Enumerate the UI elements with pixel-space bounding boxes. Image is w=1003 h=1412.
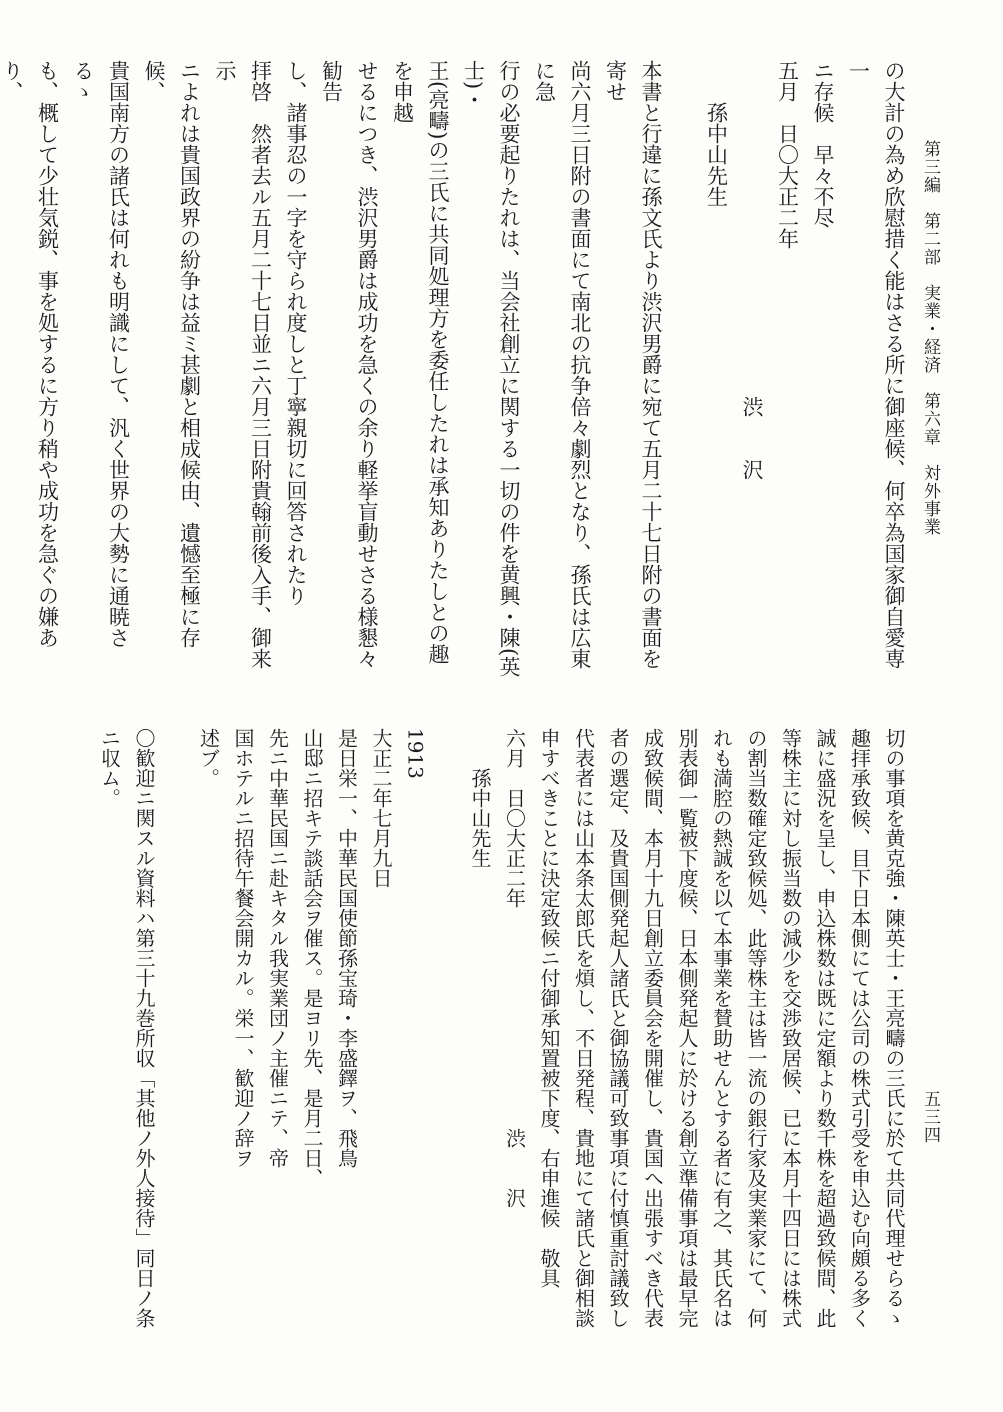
column-gap xyxy=(668,60,698,680)
upper-text-block xyxy=(0,60,911,680)
text-column: 本書と行違に孫文氏より渋沢男爵に宛て五月二十七日附の書面を寄せ xyxy=(603,60,663,669)
text-column: 山邸ニ招キテ談話会ヲ催ス。是ヨリ先、是月二日、 xyxy=(300,728,324,1188)
column-gap xyxy=(161,728,191,1328)
text-column: 申すべきことに決定致候ニ付御承知置被下度、右申進候 敬具 xyxy=(537,728,561,1288)
text-column: 別表御一覧被下度候、日本側発起人に於ける創立準備事項は最早完 xyxy=(675,728,699,1328)
text-column: 述ブ。 xyxy=(196,728,221,788)
text-column: 誠に盛況を呈し、申込株数は既に定額より数千株を超過致候間、此 xyxy=(813,728,837,1328)
text-column: れも満腔の熱誠を以て本事業を賛助せんとする者に有之、其氏名は xyxy=(709,728,734,1328)
text-column: 孫中山先生 xyxy=(468,728,492,868)
text-column: も、概して少壮気鋭、事を処するに方り稍や成功を急ぐの嫌あり、 xyxy=(0,60,60,648)
text-column: 拝啓 然者去ル五月二十七日並ニ六月三日附貴翰前後入手、御来示 xyxy=(213,60,273,669)
text-column: 切の事項を黄克強・陳英士・王亮疇の三氏に於て共同代理せらるゝ xyxy=(882,728,906,1328)
running-head: 第三編 第二部 実業・経済 第六章 対外事業 xyxy=(920,140,940,536)
text-column: せるにつき、渋沢男爵は成功を急くの余り軽挙盲動せさる様懇々勧告 xyxy=(319,60,379,669)
text-column: の大計の為め欣慰措く能はさる所に御座候、何卒為国家御自愛専一 xyxy=(846,60,906,669)
text-column: 成致候間、本月十九日創立委員会を開催し、貴国へ出張すべき代表 xyxy=(640,728,665,1328)
lower-text-block xyxy=(97,728,911,1328)
text-column: 渋 沢 xyxy=(740,60,764,480)
text-column: 貴国南方の諸氏は何れも明識にして、汎く世界の大勢に通暁さるゝ xyxy=(71,60,131,648)
text-column: ニ存候 早々不尽 xyxy=(811,60,835,228)
column-gap xyxy=(433,728,463,1328)
text-column: ニよれは貴国政界の紛争は益ミ甚劇と相成候由、遺憾至極に存候、 xyxy=(142,60,202,648)
text-column: 〇歓迎ニ関スル資料ハ第三十九巻所収「其他ノ外人接待」同日ノ条ニ収ム。 xyxy=(97,728,156,1328)
text-column: 大正二年七月九日 xyxy=(369,728,393,888)
text-column: 1913 xyxy=(403,728,428,779)
text-column: 者の選定、及貴国側発起人諸氏と御協議可致事項に付慎重討議致し xyxy=(606,728,630,1328)
page-number: 五三四 xyxy=(920,1090,940,1144)
text-column: 尚六月三日附の書面にて南北の抗争倍々劇烈となり、孫氏は広東に急 xyxy=(532,60,592,669)
text-column: 等株主に対し振当数の減少を交渉致居候、已に本月十四日には株式 xyxy=(778,728,803,1328)
text-column: 是日栄一、中華民国使節孫宝琦・李盛鐸ヲ、飛鳥 xyxy=(334,728,359,1168)
text-column: 国ホテルニ招待午餐会開カル。栄一、歓迎ノ辞ヲ xyxy=(231,728,255,1168)
text-column: 六月 日〇大正二年 渋 沢 xyxy=(502,728,527,1208)
text-column: の割当数確定致候処、此等株主は皆一流の銀行家及実業家にて、何 xyxy=(744,728,768,1328)
text-column: 五月 日〇大正二年 xyxy=(775,60,800,249)
text-column: 行の必要起りたれは、当会社創立に関する一切の件を黄興・陳(英士)・ xyxy=(461,60,521,678)
text-column: 先ニ中華民国ニ赴キタル我実業団ノ主催ニテ、帝 xyxy=(265,728,290,1168)
text-column: 趣拝承致候、目下日本側にては公司の株式引受を申込む向頗る多く xyxy=(847,728,872,1328)
text-column: 孫中山先生 xyxy=(704,60,729,207)
text-column: し、諸事忍の一字を守られ度しと丁寧親切に回答されたり xyxy=(284,60,308,606)
text-column: 王(亮疇)の三氏に共同処理方を委任したれは承知ありたしとの趣を申越 xyxy=(390,60,450,665)
text-column: 代表者には山本条太郎氏を煩し、不日発程、貴地にて諸氏と御相談 xyxy=(571,728,596,1328)
